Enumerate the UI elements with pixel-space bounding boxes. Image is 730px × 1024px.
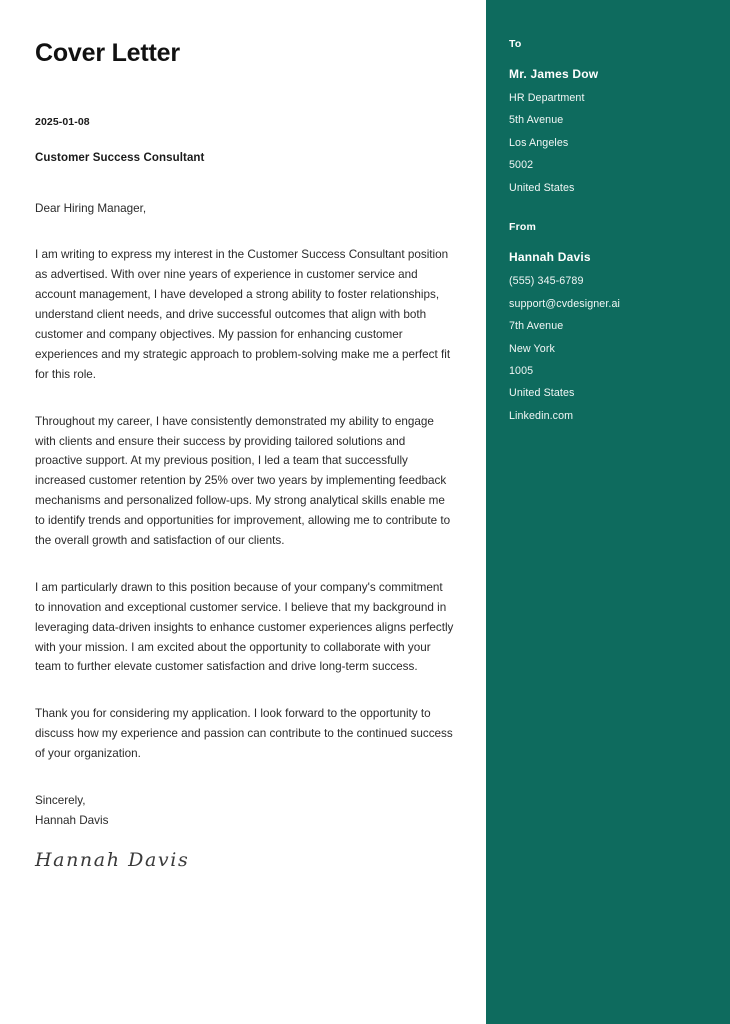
closing-block <box>35 791 454 831</box>
recipient-line: HR Department <box>509 92 585 104</box>
recipient-line: 5002 <box>509 159 534 172</box>
sender-line: 7th Avenue <box>509 320 564 333</box>
recipient-line: 5th Avenue <box>509 114 564 127</box>
sender-name: Hannah Davis <box>509 250 591 265</box>
recipient-name: Mr. James Dow <box>509 67 599 81</box>
signature-script: Hannah Davis <box>35 848 190 871</box>
recipient-line: Los Angeles <box>509 136 569 149</box>
recipient-block <box>509 38 708 195</box>
sender-line: 1005 <box>509 364 534 377</box>
recipient-heading: To <box>509 38 522 50</box>
body-paragraph-4: Thank you for considering my application. I look forward to the opportunity to discuss how my experience and passion can contribute to the continued success of your organization. <box>35 707 453 761</box>
recipient-line: United States <box>509 181 575 194</box>
signer-name: Hannah Davis <box>35 813 109 827</box>
sender-line: New York <box>509 342 555 355</box>
sender-heading: From <box>509 221 537 234</box>
job-title: Customer Success Consultant <box>35 151 205 164</box>
body-paragraph-1: I am writing to express my interest in the Customer Success Consultant position as advertised. With over nine years of experience in customer service and account management, I have developed a strong ability to foster relationships, understand client needs, and drive successful outcomes that align with both customer and company objectives. My passion for enhancing customer experiences and my strategic approach to problem-solving make me a perfect fit for this role. <box>35 248 451 381</box>
closing-salutation: Sincerely, <box>35 794 86 808</box>
page-title: Cover Letter <box>35 39 180 67</box>
salutation: Dear Hiring Manager, <box>35 201 147 215</box>
sender-phone[interactable]: (555) 345-6789 <box>509 275 584 288</box>
sender-email[interactable]: support@cvdesigner.ai <box>509 297 620 310</box>
sender-line: United States <box>509 387 575 400</box>
body-paragraph-2: Throughout my career, I have consistently demonstrated my ability to engage with clients and ensure their success by providing tailored solutions and proactive support. At my previous position, I led a team that successfully increased customer retention by 25% over two years by implementing feedback mechanisms and personalized follow-ups. My strong analytical skills enable me to identify trends and opportunities for improvement, allowing me to contribute to the overall growth and satisfaction of our clients. <box>35 414 451 548</box>
sender-block <box>509 221 708 423</box>
sender-linkedin[interactable]: Linkedin.com <box>509 409 574 422</box>
body-paragraph-3: I am particularly drawn to this position because of your company's commitment to innovation and exceptional customer service. I believe that my background in leveraging data-driven insights to enhance customer experiences aligns perfectly with your mission. I am excited about the opportunity to collaborate with your team to further elevate customer satisfaction and drive long-term success. <box>35 580 454 674</box>
contact-sidebar <box>486 0 730 1024</box>
letter-date: 2025-01-08 <box>35 115 90 128</box>
